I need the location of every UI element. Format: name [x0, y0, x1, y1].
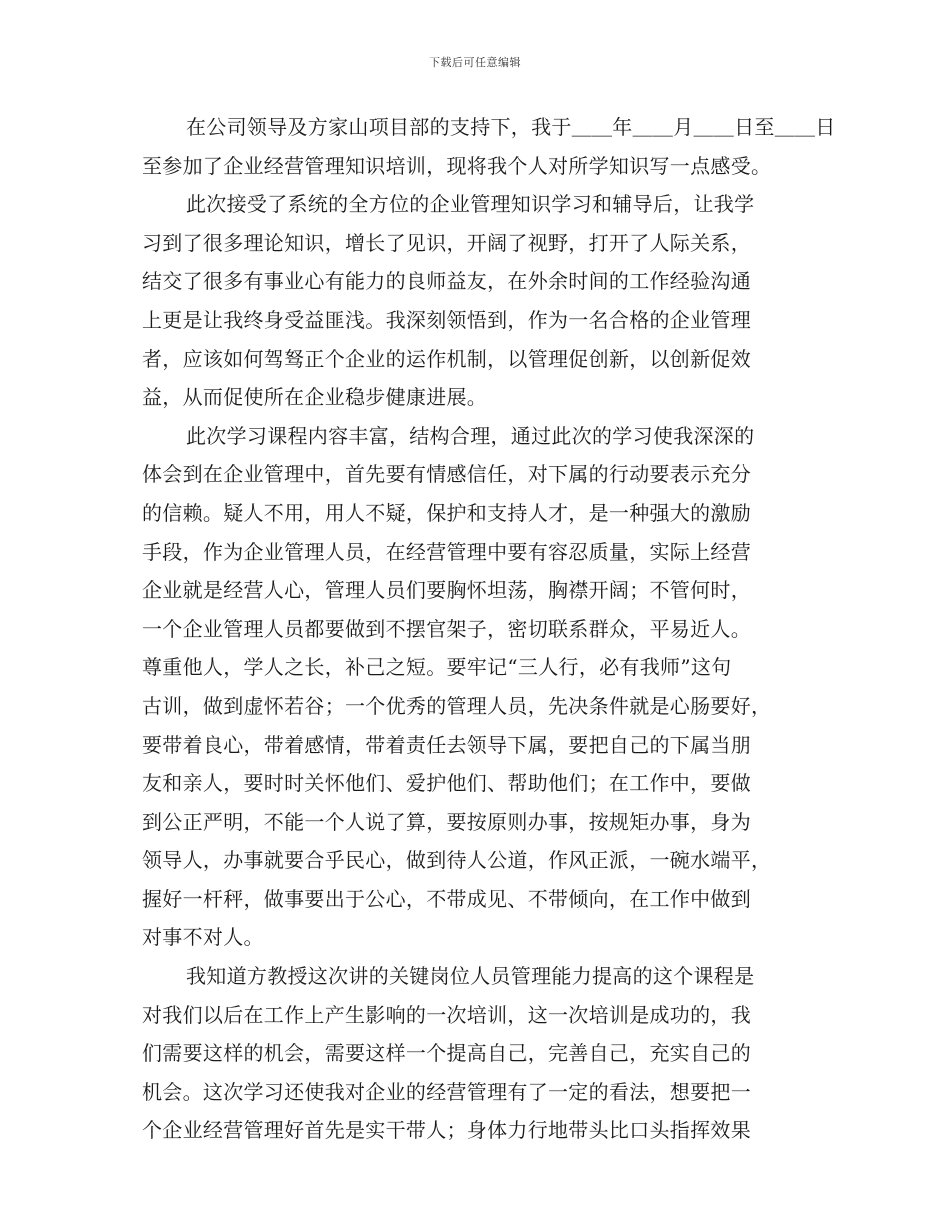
text-line: 体会到在企业管理中，首先要有情感信任，对下属的行动要表示充分: [142, 462, 751, 487]
text-line: 对事不对人。: [142, 925, 264, 950]
text-line: 结交了很多有事业心有能力的良师益友，在外余时间的工作经验沟通: [142, 269, 751, 294]
text-line: 企业就是经营人心，管理人员们要胸怀坦荡，胸襟开阔；不管何时，: [142, 578, 751, 603]
text-line: 至参加了企业经营管理知识培训，现将我个人对所学知识写一点感受。: [142, 153, 772, 178]
text-line: 机会。这次学习还使我对企业的经营管理有了一定的看法，想要把一: [142, 1079, 751, 1104]
text-line: 领导人，办事就要合乎民心，做到待人公道，作风正派，一碗水端平，: [142, 848, 772, 873]
text-line: 一个企业管理人员都要做到不摆官架子，密切联系群众，平易近人。: [142, 616, 751, 641]
page-header-note: 下载后可任意编辑: [429, 56, 521, 69]
text-line: 我知道方教授这次讲的关键岗位人员管理能力提高的这个课程是: [186, 964, 755, 989]
text-line: 个企业经营管理好首先是实干带人；身体力行地带头比口头指挥效果: [142, 1118, 751, 1143]
text-line: 的信赖。疑人不用，用人不疑，保护和支持人才，是一种强大的激励: [142, 500, 751, 525]
text-line: 要带着良心，带着感情，带着责任去领导下属，要把自己的下属当朋: [142, 732, 751, 757]
text-line: 们需要这样的机会，需要这样一个提高自己，完善自己，充实自己的: [142, 1041, 751, 1066]
text-line: 益，从而促使所在企业稳步健康进展。: [142, 385, 488, 410]
text-line: 古训，做到虚怀若谷；一个优秀的管理人员，先决条件就是心肠要好，: [142, 693, 772, 718]
text-line: 在公司领导及方家山项目部的支持下，我于＿＿年＿＿月＿＿日至＿＿日: [186, 115, 836, 139]
text-line: 对我们以后在工作上产生影响的一次培训，这一次培训是成功的，我: [142, 1002, 751, 1027]
text-line: 友和亲人，要时时关怀他们、爱护他们、帮助他们；在工作中，要做: [142, 771, 751, 796]
text-line: 手段，作为企业管理人员，在经营管理中要有容忍质量，实际上经营: [142, 539, 751, 564]
text-line: 此次接受了系统的全方位的企业管理知识学习和辅导后，让我学: [186, 192, 755, 217]
text-line: 尊重他人，学人之长，补己之短。要牢记“三人行，必有我师”这句: [142, 655, 732, 680]
text-line: 握好一杆秤，做事要出于公心，不带成见、不带倾向，在工作中做到: [142, 886, 751, 911]
document-body: [142, 108, 836, 1150]
text-line: 此次学习课程内容丰富，结构合理，通过此次的学习使我深深的: [186, 423, 755, 448]
text-line: 到公正严明，不能一个人说了算，要按原则办事，按规矩办事，身为: [142, 809, 751, 834]
text-line: 者，应该如何驾驽正个企业的运作机制，以管理促创新，以创新促效: [142, 346, 751, 371]
text-line: 习到了很多理论知识，增长了见识，开阔了视野，打开了人际关系，: [142, 230, 751, 255]
text-line: 上更是让我终身受益匪浅。我深刻领悟到，作为一名合格的企业管理: [142, 307, 751, 332]
